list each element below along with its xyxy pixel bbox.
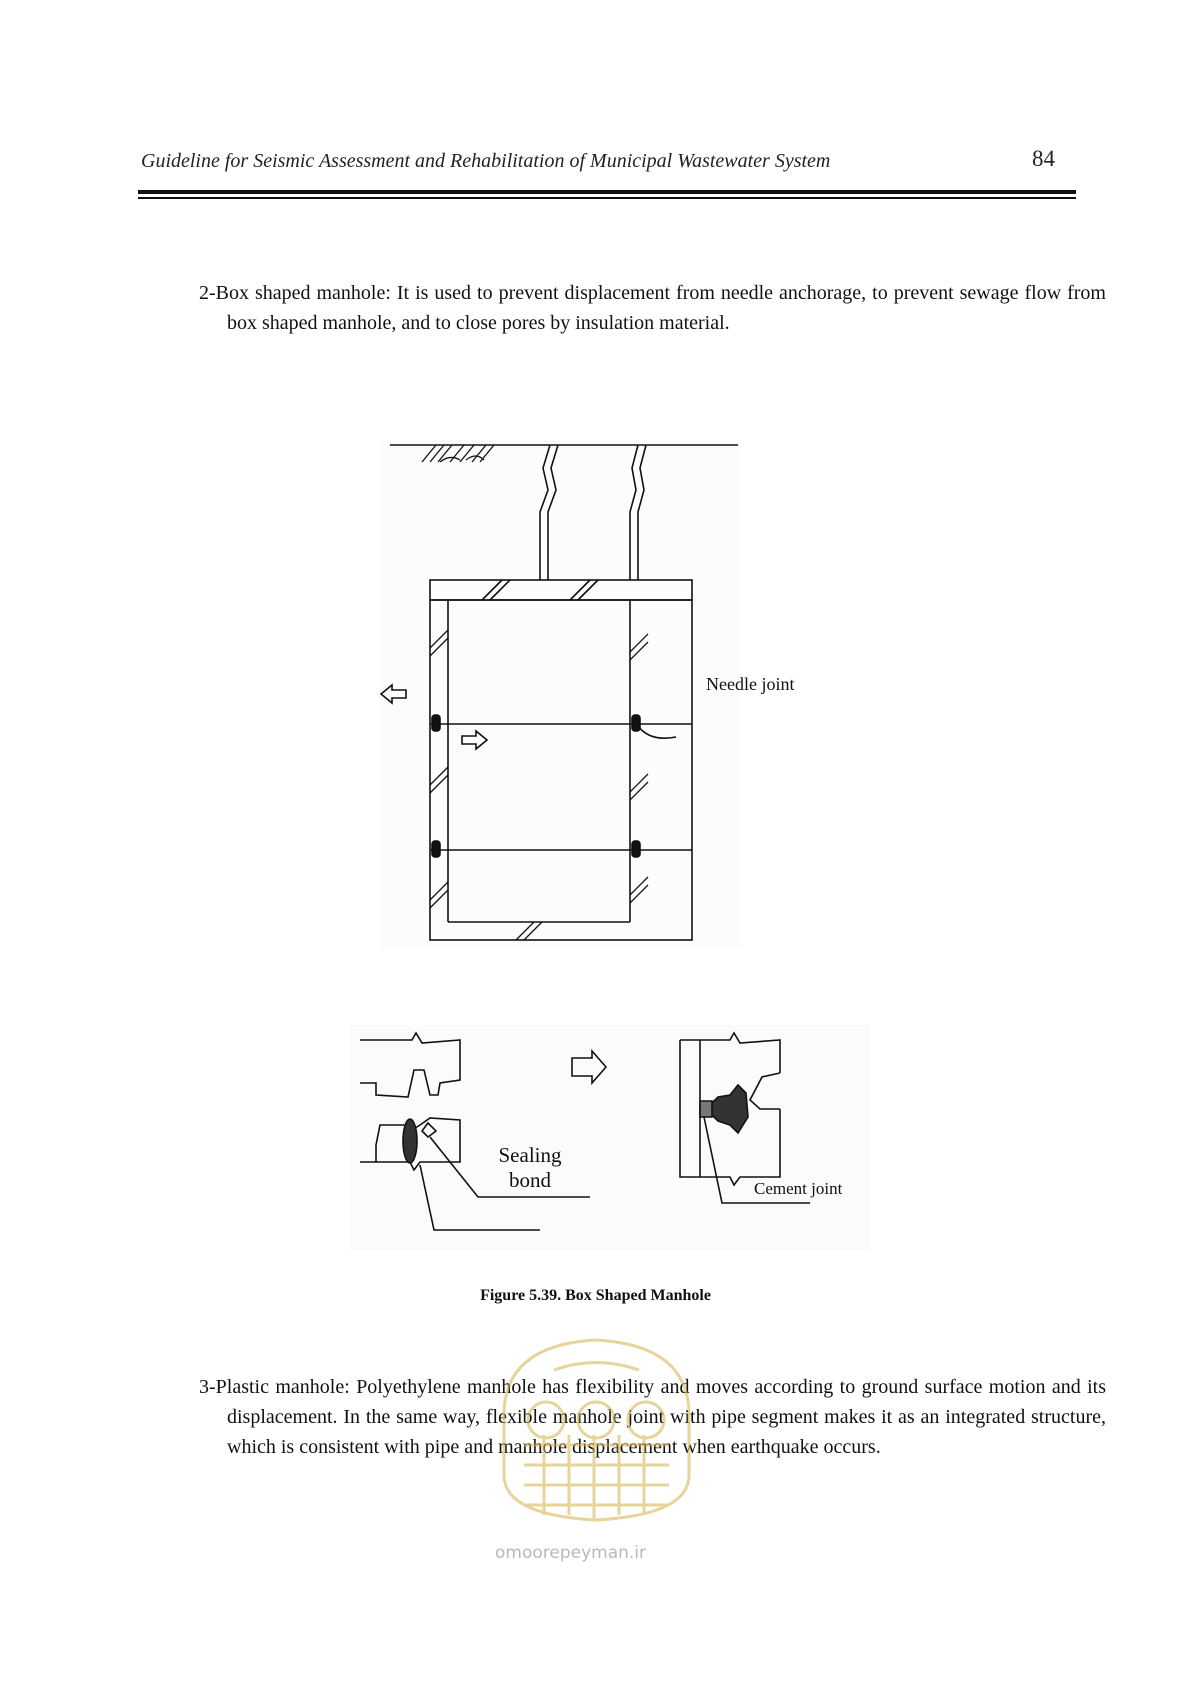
left-upper-segment <box>360 1033 460 1097</box>
page-number: 84 <box>1032 146 1055 171</box>
header-rule-thick <box>138 190 1076 194</box>
watermark-site-text: omoorepeyman.ir <box>495 1543 647 1563</box>
running-header-title: Guideline for Seismic Assessment and Rehabilitation of Municipal Wastewater System <box>141 150 831 172</box>
paragraph-plastic-manhole: 3-Plastic manhole: Polyethylene manhole has flexibility and moves according to ground surface motion and its displacement. In the same way, flexible manhole joint with pipe segment makes it as an integrated structure, which is consistent with pipe and manhole displacement when earthquake occurs. <box>199 1376 1106 1458</box>
sealing-piece <box>422 1123 436 1137</box>
process-arrow-icon <box>572 1051 606 1083</box>
paragraph-box-shaped-manhole: 2-Box shaped manhole: It is used to prevent displacement from needle anchorage, to prevent sewage flow from box shaped manhole, and to close pores by insulation material. <box>199 282 1106 334</box>
needle-joint-leader <box>638 726 676 738</box>
box-manhole-elevation-diagram <box>380 440 742 948</box>
top-slab <box>430 580 692 600</box>
outward-arrow-icon <box>381 685 406 703</box>
sealing-bond-icon <box>403 1119 417 1163</box>
ground-hatch-icon <box>422 445 494 462</box>
joint-detail-diagram <box>350 1025 870 1250</box>
sealing-bond-label: Sealing bond <box>498 1143 562 1192</box>
cement-joint-label: Cement joint <box>754 1179 843 1198</box>
slab-hatch <box>482 580 598 600</box>
figure-caption: Figure 5.39. Box Shaped Manhole <box>480 1287 711 1304</box>
right-upper-edge <box>680 1033 780 1073</box>
riser-pipe <box>540 445 646 580</box>
inward-arrow-icon <box>462 731 487 749</box>
header-rule-thin <box>138 197 1076 199</box>
needle-joint-label: Needle joint <box>706 674 795 694</box>
manhole-outer-wall <box>430 600 692 940</box>
wall-hatch <box>430 630 648 940</box>
right-groove-upper <box>750 1073 780 1109</box>
